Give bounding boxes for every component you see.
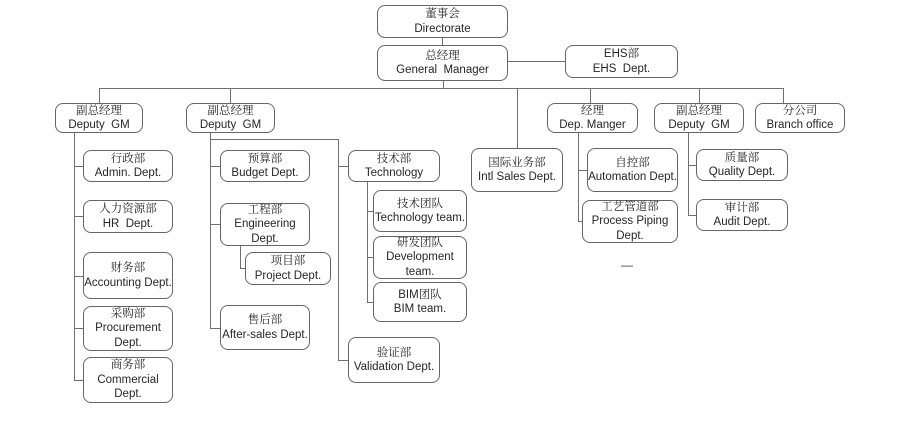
node-admin-dept [83,150,173,182]
node-ehs-dept [565,45,678,78]
connector [99,88,784,89]
node-general-manager [377,45,508,81]
node-development-team-zh: 研发团队 [397,236,443,249]
node-budget-dept [220,150,310,182]
node-dep-manager [547,103,638,133]
connector [442,38,443,45]
connector [210,133,211,328]
connector [210,139,338,140]
node-commercial-dept-zh: 商务部 [110,359,146,372]
connector [443,81,444,88]
node-budget-dept-zh: 预算部 [247,152,283,165]
node-procurement-dept-en: Procurement Dept. [95,322,165,349]
node-ehs-dept-en: EHS Dept. [592,62,651,75]
node-quality-dept-zh: 质量部 [724,151,760,164]
node-general-manager-en: General Manager [396,64,489,76]
node-hr-dept-zh: 人力资源部 [99,203,157,216]
node-bim-team-zh: BIM团队 [398,288,442,301]
node-admin-dept-zh: 行政部 [110,152,146,165]
connector [578,133,579,221]
node-dep-manager-zh: 经理 [581,104,604,117]
node-deputy-gm-3 [654,103,744,133]
connector [508,61,565,62]
node-audit-dept [696,199,788,231]
node-validation-dept-en: Validation Dept. [353,361,435,373]
node-intl-sales-dept-en: Intl Sales Dept. [478,171,556,183]
node-technology-dept-en: Technology [364,167,424,179]
node-admin-dept-en: Admin. Dept. [94,167,162,179]
node-branch-office-zh: 分公司 [782,104,818,117]
connector [74,380,83,381]
node-deputy-gm-3-zh: 副总经理 [676,104,722,117]
connector [74,328,83,329]
connector [210,328,220,329]
node-directorate-zh: 董事会 [425,8,460,21]
connector [688,215,696,216]
connector [590,88,591,103]
node-ehs-dept-zh: EHS部 [603,48,640,61]
node-audit-dept-en: Audit Dept. [713,216,771,228]
node-automation-dept-zh: 自控部 [615,156,650,169]
node-commercial-dept [83,357,173,403]
node-intl-sales-dept-zh: 国际业务部 [488,156,546,169]
connector [338,166,348,167]
node-engineering-dept-en: Engineering Dept. [234,218,299,245]
connector [338,139,339,360]
connector [99,88,100,103]
node-technology-team [373,190,467,232]
node-deputy-gm-1 [55,103,143,133]
node-general-manager-zh: 总经理 [425,49,460,62]
node-after-sales-dept-en: After-sales Dept. [222,328,308,341]
node-budget-dept-en: Budget Dept. [231,167,299,179]
node-branch-office-en: Branch office [766,119,834,131]
node-branch-office [755,103,845,133]
node-deputy-gm-2-en: Deputy GM [199,119,262,131]
node-directorate-en: Directorate [414,22,471,35]
node-technology-dept [348,150,440,182]
node-dep-manager-en: Dep. Manger [559,119,626,131]
node-quality-dept-en: Quality Dept. [708,166,776,178]
node-automation-dept [587,148,678,192]
node-deputy-gm-2-zh: 副总经理 [207,104,254,117]
node-project-dept-zh: 项目部 [270,255,306,268]
node-engineering-dept-zh: 工程部 [247,203,283,216]
connector [699,88,700,103]
connector [367,182,368,302]
node-deputy-gm-1-zh: 副总经理 [76,104,122,117]
connector [230,88,231,103]
node-development-team-en: Development team. [386,251,458,278]
node-bim-team-en: BIM team. [393,303,447,315]
node-process-piping-dept [582,200,678,243]
node-accounting-dept [83,252,173,299]
node-development-team [373,236,467,279]
connector [74,133,75,380]
node-after-sales-dept-zh: 售后部 [247,314,283,327]
node-directorate [377,5,508,38]
node-accounting-dept-en: Accounting Dept. [84,276,172,289]
connector [688,133,689,215]
node-technology-team-zh: 技术团队 [397,197,443,210]
node-technology-dept-zh: 技术部 [376,152,412,165]
node-accounting-dept-zh: 财务部 [110,262,146,275]
node-procurement-dept-zh: 采购部 [110,307,146,320]
connector [74,166,83,167]
node-technology-team-en: Technology team. [374,212,466,224]
node-validation-dept-zh: 验证部 [376,346,412,359]
node-automation-dept-en: Automation Dept. [588,171,677,183]
node-deputy-gm-2 [186,103,275,133]
node-validation-dept [348,337,440,383]
connector [210,224,220,225]
node-process-piping-dept-en: Process Piping Dept. [591,215,672,242]
connector [74,276,83,277]
connector [210,166,220,167]
node-project-dept-en: Project Dept. [254,269,322,282]
connector [240,246,241,268]
node-intl-sales-dept [471,148,563,192]
node-quality-dept [696,149,788,181]
node-commercial-dept-en: Commercial Dept. [97,373,162,401]
node-hr-dept-en: HR Dept. [102,217,154,230]
connector [688,165,696,166]
node-procurement-dept [83,306,173,351]
dash-annotation: — [621,258,633,272]
connector [578,170,587,171]
node-bim-team [373,282,467,322]
node-engineering-dept [220,203,310,246]
node-process-piping-dept-zh: 工艺管道部 [601,200,659,213]
node-audit-dept-zh: 审计部 [724,201,760,214]
node-deputy-gm-1-en: Deputy GM [68,119,130,131]
connector [338,360,348,361]
connector [74,216,83,217]
node-project-dept [245,252,331,285]
connector [783,88,784,103]
node-after-sales-dept [220,305,310,350]
connector [517,88,518,148]
node-deputy-gm-3-en: Deputy GM [668,119,730,131]
node-hr-dept [83,200,173,233]
